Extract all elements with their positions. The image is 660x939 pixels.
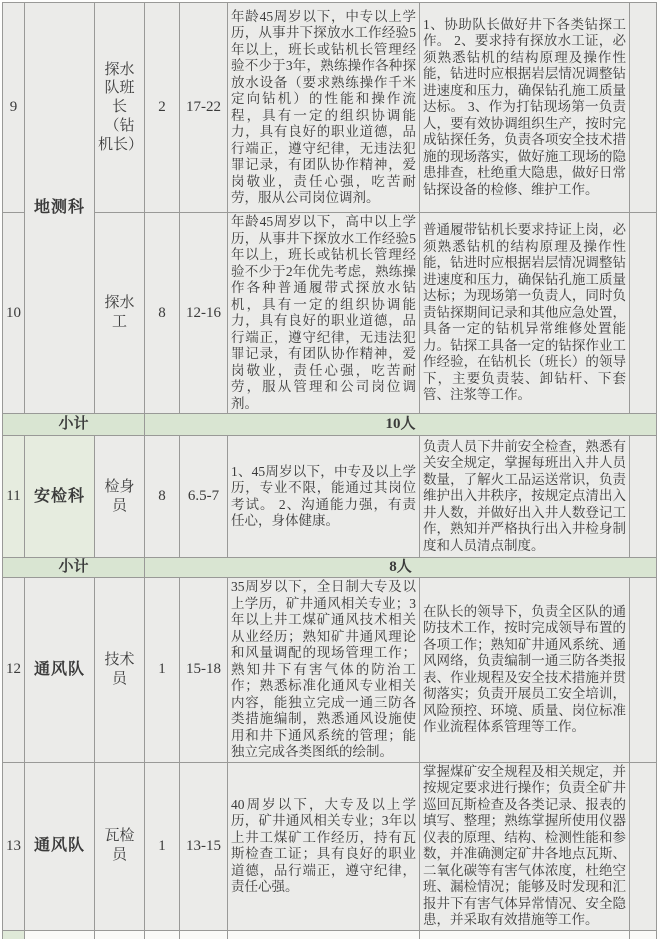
position-cell: 瓦检员 [95, 762, 145, 930]
remarks-cell [630, 762, 657, 930]
remarks-cell [630, 578, 657, 763]
table-row [3, 3, 657, 213]
table-row [3, 213, 657, 414]
seq-cell: 11 [3, 436, 25, 558]
table-row [3, 762, 657, 930]
seq-cell: 9 [3, 3, 25, 213]
remarks-cell [630, 436, 657, 558]
requirements-cell: 年龄45周岁以下，高中以上学历，从事井下探放水工作经验5年以上，班长或钻机长管理经验不少于2年优先考虑，熟练操作各种普通履带式探放水钻机，具有一定的组织协调能力，具有良好的职业道德，品行端正，遵守纪律，无违法犯罪记录，有团队协作精神，爱岗敬业，责任心强，吃苦耐劳，服从管理和公司岗位调剂。 [228, 213, 420, 414]
requirements-cell: 35周岁以下，全日制大专及以上学历，矿井通风相关专业；3年以上井工煤矿通风技术相关从业经历；熟知矿井通风理论和风量调配的现场管理工作；熟知井下有害气体的防治工作；熟悉标准化通风专业相关内容，能独立完成一通三防各类措施编制，熟悉通风设施使用和井下通风系统的管理；能独立完成各类图纸的绘制。 [228, 578, 420, 763]
salary-cell: 6.5-7 [180, 436, 228, 558]
headcount-cell: 1 [145, 762, 180, 930]
subtotal-row [3, 558, 657, 578]
requirements-cell: 40周岁以下，大专及以上学历，矿井通风相关专业；3年以上井工煤矿工作经历，持有瓦斯检查工证；具有良好的职业道德，品行端正，遵守纪律，责任心强。 [228, 762, 420, 930]
salary-cell: 13-15 [180, 762, 228, 930]
subtotal-value: 10人 [145, 414, 657, 436]
position-cell: 检身员 [95, 436, 145, 558]
dept-cell: 通风队 [25, 762, 95, 930]
position-cell: 探水工 [95, 213, 145, 414]
seq-cell: 13 [3, 762, 25, 930]
cutoff-cell [145, 930, 180, 939]
remarks-cell [630, 213, 657, 414]
table-row [3, 578, 657, 763]
duties-cell: 1、协助队长做好井下各类钻探工作。 2、要求持有探放水工证，必须熟悉钻机的结构原理及操作性能，钻进时应根据岩层情况调整钻进速度和压力，确保钻孔施工质量达标。 3、作为打钻现场第一负责人，要有效协调组织生产，按时完成钻探任务，负责各项安全技术措施的现场落实，做好施工现场的隐患排查，杜绝重大隐患，做好日常钻探设备的检修、维护工作。 [420, 3, 630, 213]
requirements-cell: 1、45周岁以下，中专及以上学历，专业不限，能通过其岗位考试。 2、沟通能力强，有责任心，身体健康。 [228, 436, 420, 558]
dept-cell: 安检科 [25, 436, 95, 558]
duties-cell: 掌握煤矿安全规程及相关规定，并按规定要求进行操作；负责全矿井巡回瓦斯检查及各类记录、报表的填写、整理；熟练掌握所使用仪器仪表的原理、结构、检测性能和参数，并准确测定矿井各地点瓦斯、二氧化碳等有害气体浓度，杜绝空班、漏检情况；能够及时发现和汇报井下有害气体异常情况、安全隐患，并采取有效措施等工作。 [420, 762, 630, 930]
cutoff-cell [630, 930, 657, 939]
position-cell: 技术员 [95, 578, 145, 763]
cutoff-cell [3, 930, 25, 939]
subtotal-value: 8人 [145, 558, 657, 578]
position-cell: 探水队班长（钻机长） [95, 3, 145, 213]
headcount-cell: 1 [145, 578, 180, 763]
subtotal-label: 小计 [3, 414, 145, 436]
requirements-cell: 年龄45周岁以下，中专以上学历，从事井下探放水工作经验5年以上，班长或钻机长管理经验不少于3年，熟练操作各种探放水设备（要求熟练操作千米定向钻机）的性能和操作流程，具有一定的组织协调能力，具有良好的职业道德，品行端正，遵守纪律，无违法犯罪记录，有团队协作精神，爱岗敬业，责任心强，吃苦耐劳，服从公司岗位调剂。 [228, 3, 420, 213]
headcount-cell: 8 [145, 436, 180, 558]
headcount-cell: 8 [145, 213, 180, 414]
cutoff-cell [180, 930, 228, 939]
cutoff-cell [228, 930, 420, 939]
headcount-cell: 2 [145, 3, 180, 213]
cutoff-cell [95, 930, 145, 939]
duties-cell: 负责人员下井前安全检查，熟悉有关安全规定，掌握每班出入井人员数量，了解火工品运送常识，负责维护出入井秩序，按规定点清出入井人数，并做好出入井人数登记工作，熟知并严格执行出入井检身制度和人员清点制度。 [420, 436, 630, 558]
subtotal-row [3, 414, 657, 436]
seq-cell: 10 [3, 213, 25, 414]
dept-cell: 地测科 [25, 3, 95, 414]
seq-cell: 12 [3, 578, 25, 763]
duties-cell: 普通履带钻机长要求持证上岗，必须熟悉钻机的结构原理及操作性能，钻进时应根据岩层情况调整钻进速度和压力，确保钻孔施工质量达标；为现场第一负责人，同时负责钻探期间记录和其他应急处置，具备一定的钻机异常维修处置能力。钻探工具备一定的钻探作业工作经验，在钻机长（班长）的领导下，主要负责装、卸钻杆、下套管、注浆等工作。 [420, 213, 630, 414]
recruitment-table [2, 2, 657, 939]
table-row [3, 436, 657, 558]
salary-cell: 12-16 [180, 213, 228, 414]
dept-cell: 通风队 [25, 578, 95, 763]
subtotal-label: 小计 [3, 558, 145, 578]
cutoff-row [3, 930, 657, 939]
salary-cell: 17-22 [180, 3, 228, 213]
duties-cell: 在队长的领导下，负责全区队的通防技术工作，按时完成领导布置的各项工作；熟知矿井通风系统、通风网络，负责编制一通三防各类报表、作业规程及安全技术措施并贯彻落实；负责开展员工安全培训，风险预控、环境、质量、岗位标准作业流程体系管理等工作。 [420, 578, 630, 763]
cutoff-cell [25, 930, 95, 939]
salary-cell: 15-18 [180, 578, 228, 763]
cutoff-cell [420, 930, 630, 939]
remarks-cell [630, 3, 657, 213]
